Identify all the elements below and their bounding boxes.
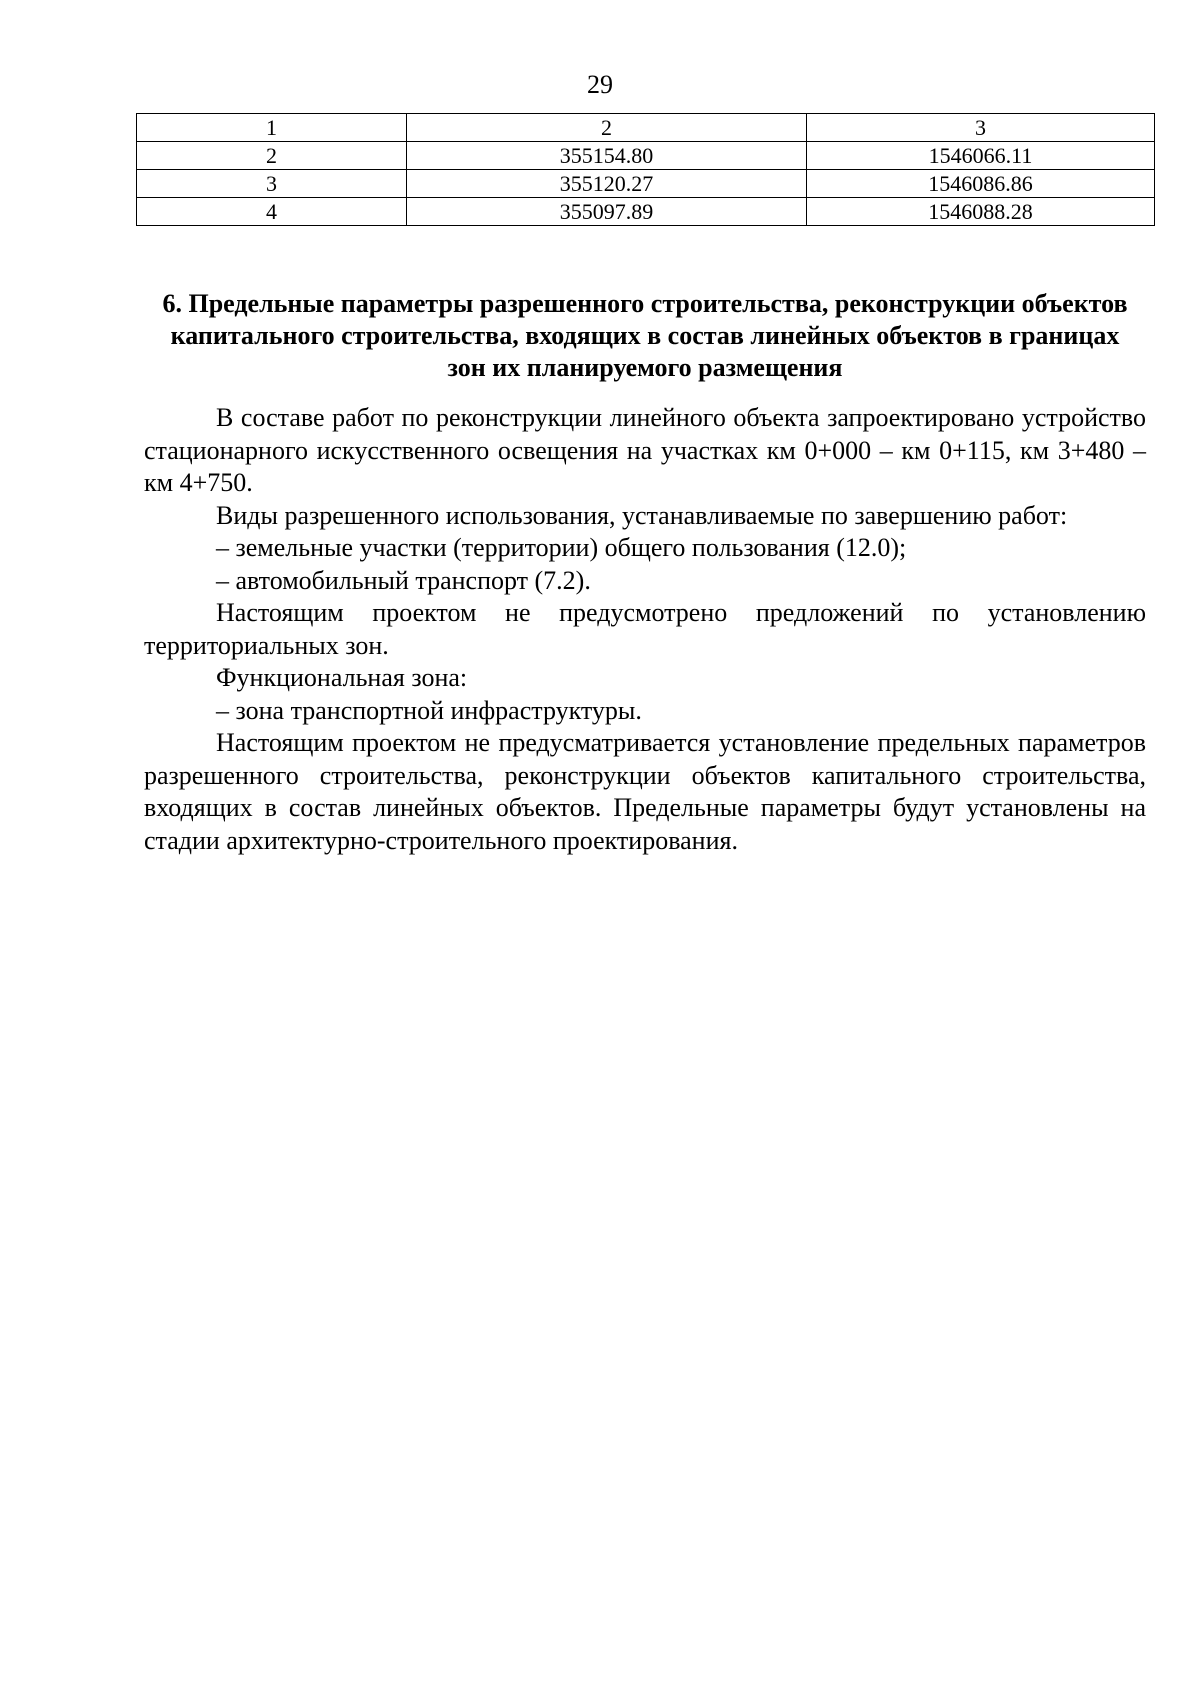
list-item: – автомобильный транспорт (7.2). (216, 565, 591, 595)
table-row (137, 170, 1155, 198)
table-cell: 1546066.11 (807, 142, 1155, 170)
table-cell: 355097.89 (407, 198, 807, 226)
table-header-cell: 2 (407, 114, 807, 142)
table-cell: 4 (137, 198, 407, 226)
table-header-cell: 3 (807, 114, 1155, 142)
table-cell: 355154.80 (407, 142, 807, 170)
table-cell: 3 (137, 170, 407, 198)
list-item: – зона транспортной инфраструктуры. (216, 695, 642, 725)
section-body (144, 402, 1146, 857)
paragraph: В составе работ по реконструкции линейного объекта запроектировано устройство стационарного искусственного освещения на участках км 0+000 – км 0+115, км 3+480 – км 4+750. (144, 403, 1146, 497)
table-header-cell: 1 (137, 114, 407, 142)
section-title: 6. Предельные параметры разрешенного строительства, реконструкции объектов капитального строительства, входящих в состав линейных объектов в границах зон их планируемого размещения (162, 289, 1128, 382)
paragraph: Функциональная зона: (216, 663, 468, 692)
paragraph: Виды разрешенного использования, устанавливаемые по завершению работ: (216, 500, 1068, 530)
paragraph: Настоящим проектом не предусматривается установление предельных параметров разрешенного строительства, реконструкции объектов капитального строительства, входящих в состав линейных объектов. Предельные параметры будут установлены на стадии архитектурно-строительного проектирования. (144, 728, 1146, 855)
table-cell: 2 (137, 142, 407, 170)
table-cell: 1546086.86 (807, 170, 1155, 198)
table-header-row (137, 114, 1155, 142)
table-cell: 1546088.28 (807, 198, 1155, 226)
paragraph: Настоящим проектом не предусмотрено предложений по установлению территориальных зон. (144, 598, 1146, 660)
table-cell: 355120.27 (407, 170, 807, 198)
list-item: – земельные участки (территории) общего пользования (12.0); (216, 533, 907, 562)
table-row (137, 142, 1155, 170)
coordinates-table (136, 113, 1155, 226)
page-number: 29 (587, 70, 613, 99)
table-row (137, 198, 1155, 226)
